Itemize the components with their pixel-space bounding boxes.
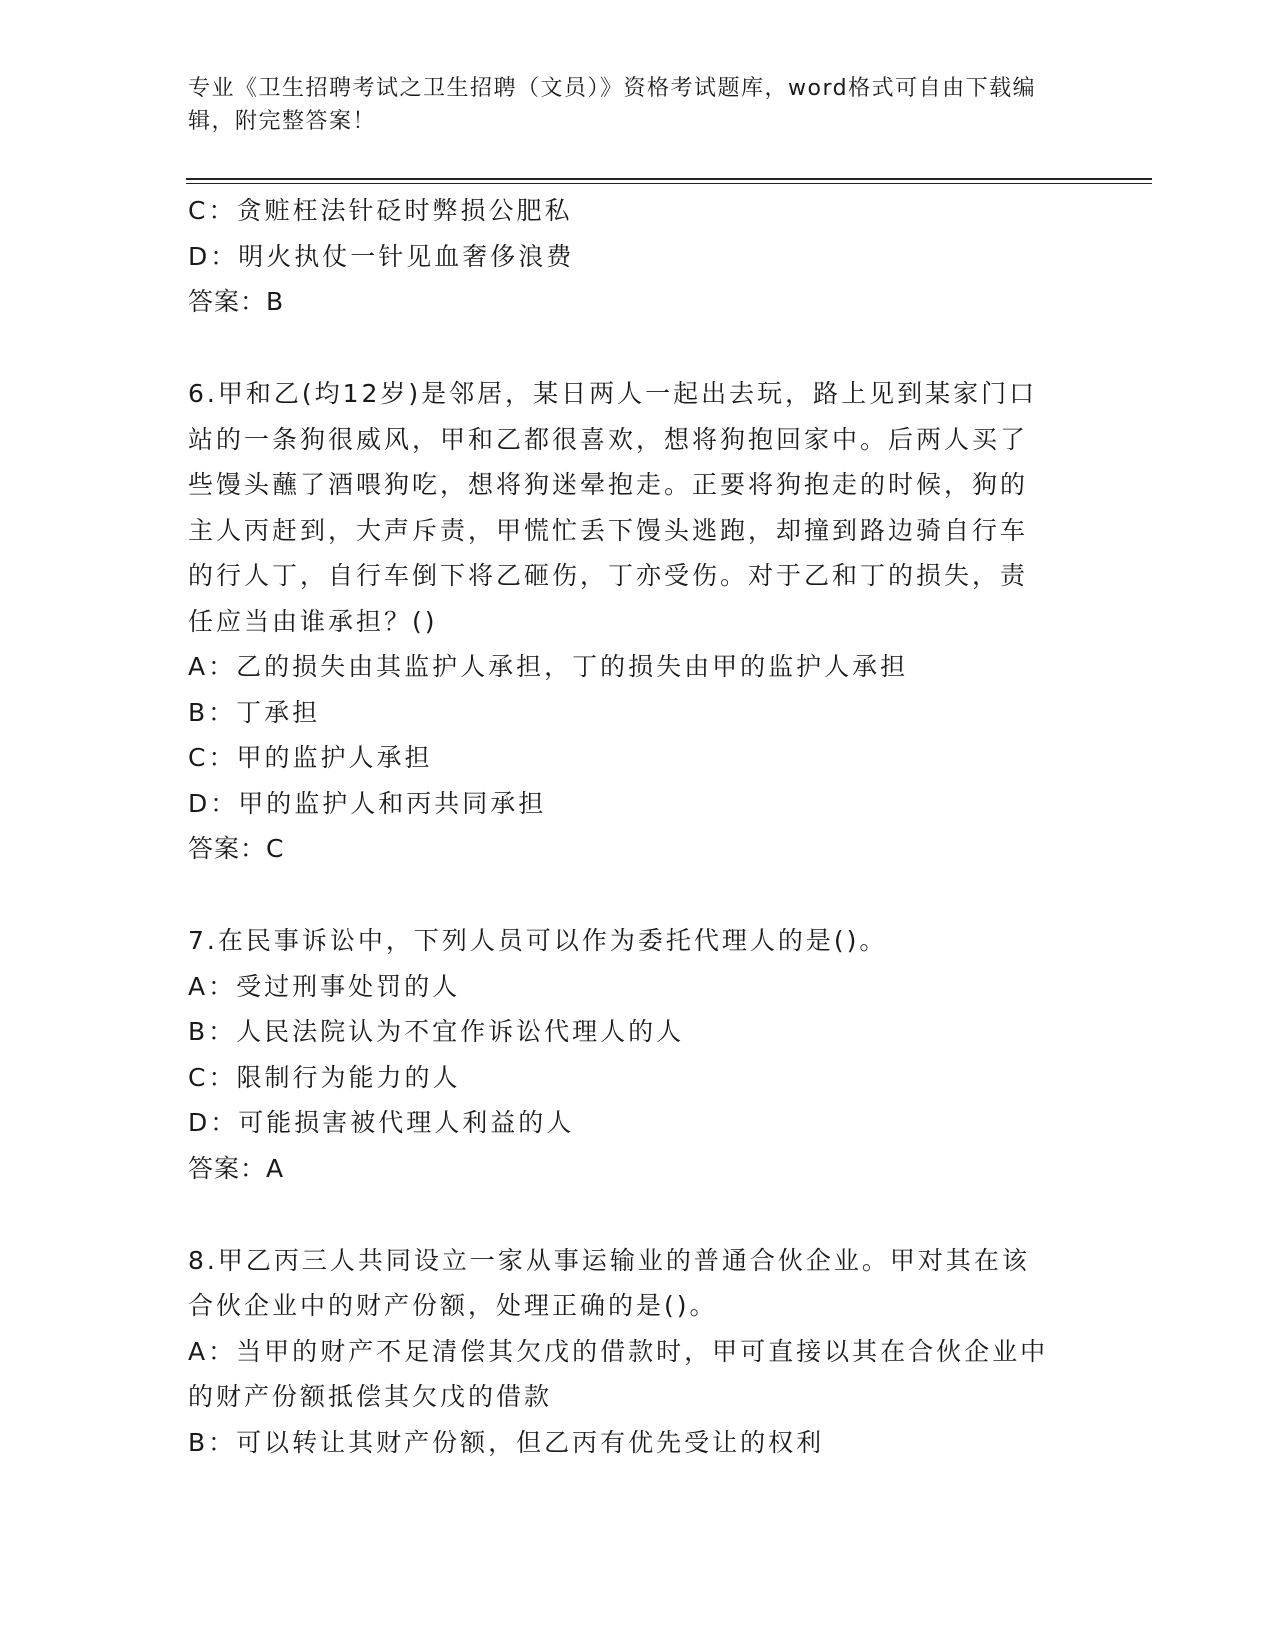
q7-option-d: D：可能损害被代理人利益的人 [188, 1108, 575, 1137]
q6-option-c: C：甲的监护人承担 [188, 743, 433, 772]
q8-stem-line: 合伙企业中的财产份额，处理正确的是()。 [188, 1291, 718, 1320]
q6-stem-line: 6.甲和乙(均12岁)是邻居，某日两人一起出去玩，路上见到某家门口 [188, 379, 1038, 408]
q6-stem-line: 的行人丁，自行车倒下将乙砸伤，丁亦受伤。对于乙和丁的损失，责 [188, 561, 1029, 590]
header-rule-thick [186, 178, 1152, 180]
q7-option-c: C：限制行为能力的人 [188, 1062, 461, 1092]
q8-option-a-line: A：当甲的财产不足清偿其欠戊的借款时，甲可直接以其在合伙企业中 [188, 1336, 1049, 1366]
q7-answer: 答案：A [188, 1153, 285, 1183]
q7-option-b: B：人民法院认为不宜作诉讼代理人的人 [188, 1017, 685, 1046]
q6-answer: 答案：C [188, 834, 285, 863]
q8-option-b: B：可以转让其财产份额，但乙丙有优先受让的权利 [188, 1427, 825, 1457]
q8-option-a-line: 的财产份额抵偿其欠戊的借款 [188, 1382, 553, 1411]
question-spacer [188, 325, 1088, 372]
q7-option-a: A：受过刑事处罚的人 [188, 971, 461, 1001]
q5-option-c: C：贪赃枉法针砭时弊损公肥私 [188, 196, 573, 225]
q7-stem-line: 7.在民事诉讼中，下列人员可以作为委托代理人的是()。 [188, 926, 888, 955]
q5-option-d: D：明火执仗一针见血奢侈浪费 [188, 241, 575, 271]
q6-option-b: B：丁承担 [188, 697, 321, 727]
q8-stem-line: 8.甲乙丙三人共同设立一家从事运输业的普通合伙企业。甲对其在该 [188, 1245, 1030, 1275]
question-spacer [188, 1191, 1088, 1238]
header-rule-thin [186, 183, 1152, 184]
q6-stem-line: 任应当由谁承担？() [188, 606, 438, 636]
document-header: 专业《卫生招聘考试之卫生招聘（文员）》资格考试题库，word格式可自由下载编辑，附完整答案！ [188, 76, 1037, 134]
q6-option-a: A：乙的损失由其监护人承担，丁的损失由甲的监护人承担 [188, 652, 909, 681]
q6-stem-line: 些馒头蘸了酒喂狗吃，想将狗迷晕抱走。正要将狗抱走的时候，狗的 [188, 470, 1029, 499]
q6-stem-line: 主人丙赶到，大声斥责，甲慌忙丢下馒头逃跑，却撞到路边骑自行车 [188, 515, 1029, 545]
q6-stem-line: 站的一条狗很威风，甲和乙都很喜欢，想将狗抱回家中。后两人买了 [188, 424, 1029, 454]
q6-option-d: D：甲的监护人和丙共同承担 [188, 788, 547, 818]
question-content [188, 188, 1088, 1465]
q5-answer: 答案：B [188, 287, 285, 316]
question-spacer [188, 872, 1088, 919]
